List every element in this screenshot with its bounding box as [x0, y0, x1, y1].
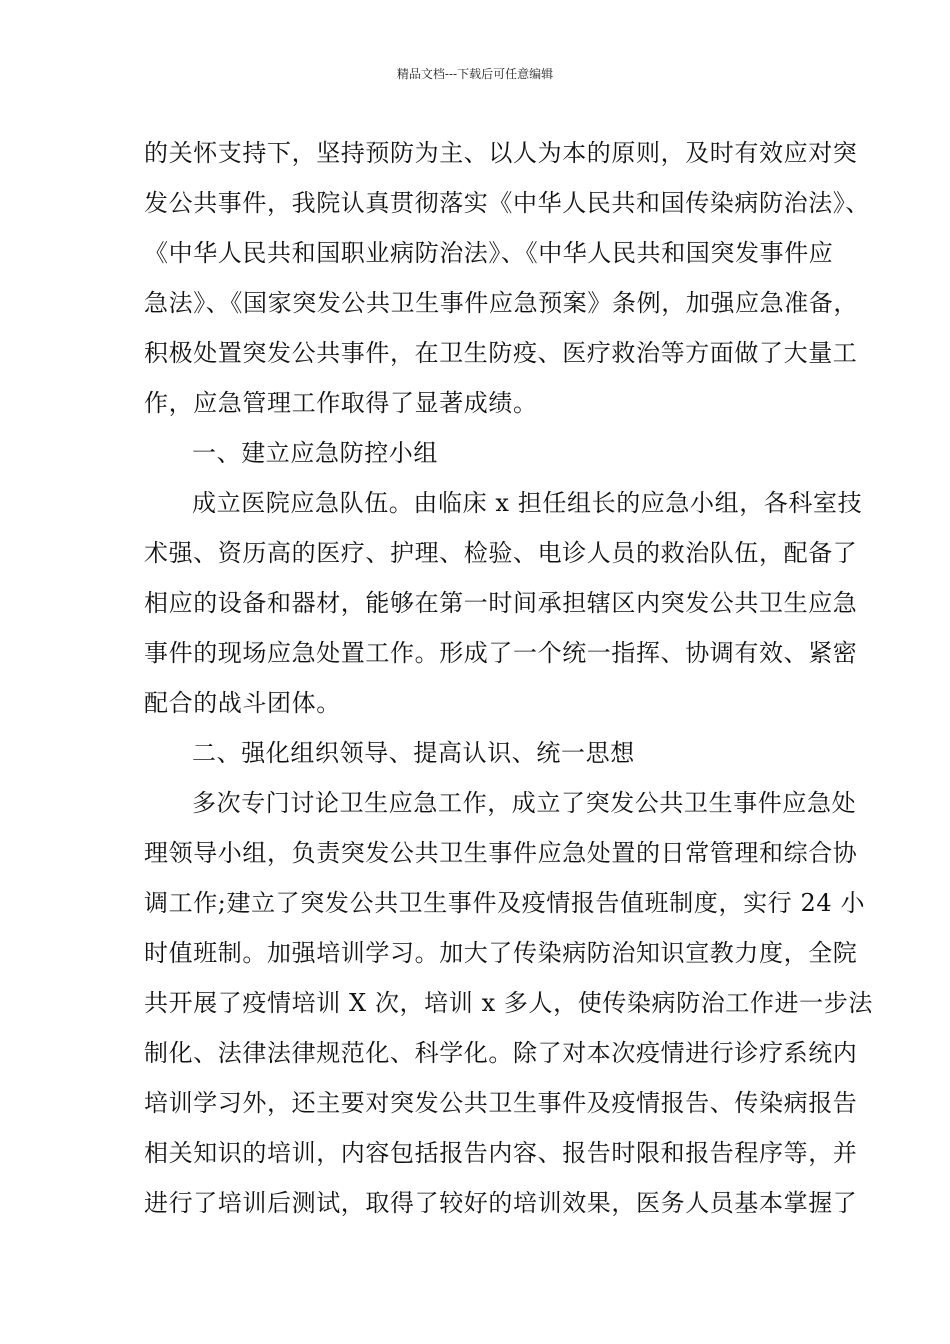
text-line: 作，应急管理工作取得了显著成绩。	[144, 389, 538, 417]
text-line: 共开展了疫情培训 X 次，培训 x 多人，使传染病防治工作进一步法	[144, 989, 873, 1017]
text-line: 理领导小组，负责突发公共卫生事件应急处置的日常管理和综合协	[144, 839, 858, 867]
text-line: 时值班制。加强培训学习。加大了传染病防治知识宣教力度，全院	[144, 939, 858, 967]
page-header: 精品文档---下载后可任意编辑	[396, 67, 554, 81]
text-line: 相关知识的培训，内容包括报告内容、报告时限和报告程序等，并	[144, 1139, 858, 1167]
paragraph	[144, 778, 873, 1228]
text-line: 积极处置突发公共事件，在卫生防疫、医疗救治等方面做了大量工	[144, 339, 858, 367]
text-line: 的关怀支持下，坚持预防为主、以人为本的原则，及时有效应对突	[144, 139, 858, 167]
section-heading	[144, 728, 806, 778]
text-line: 事件的现场应急处置工作。形成了一个统一指挥、协调有效、紧密	[144, 639, 858, 667]
text-line: 发公共事件，我院认真贯彻落实《中华人民共和国传染病防治法》、	[144, 189, 870, 217]
text-line: 术强、资历高的医疗、护理、检验、电诊人员的救治队伍，配备了	[144, 539, 858, 567]
text-line: 调工作;建立了突发公共卫生事件及疫情报告值班制度，实行 24 小	[144, 889, 866, 917]
text-line: 进行了培训后测试，取得了较好的培训效果，医务人员基本掌握了	[144, 1189, 858, 1217]
section-heading	[144, 428, 806, 478]
paragraph	[144, 128, 870, 428]
text-line: 成立医院应急队伍。由临床 x 担任组长的应急小组，各科室技	[192, 489, 863, 517]
text-line: 制化、法律法律规范化、科学化。除了对本次疫情进行诊疗系统内	[144, 1039, 858, 1067]
section-heading-text: 二、强化组织领导、提高认识、统一思想	[192, 739, 635, 767]
text-line: 《中华人民共和国职业病防治法》、《中华人民共和国突发事件应	[144, 239, 834, 267]
text-line: 培训学习外，还主要对突发公共卫生事件及疫情报告、传染病报告	[144, 1089, 858, 1117]
text-line: 相应的设备和器材，能够在第一时间承担辖区内突发公共卫生应急	[144, 589, 858, 617]
paragraph	[144, 478, 863, 728]
text-line: 急法》、《国家突发公共卫生事件应急预案》条例，加强应急准备，	[144, 289, 858, 317]
text-line: 配合的战斗团体。	[144, 689, 341, 717]
section-heading-text: 一、建立应急防控小组	[192, 439, 438, 467]
text-line: 多次专门讨论卫生应急工作，成立了突发公共卫生事件应急处	[192, 789, 857, 817]
document-body	[144, 128, 873, 1228]
